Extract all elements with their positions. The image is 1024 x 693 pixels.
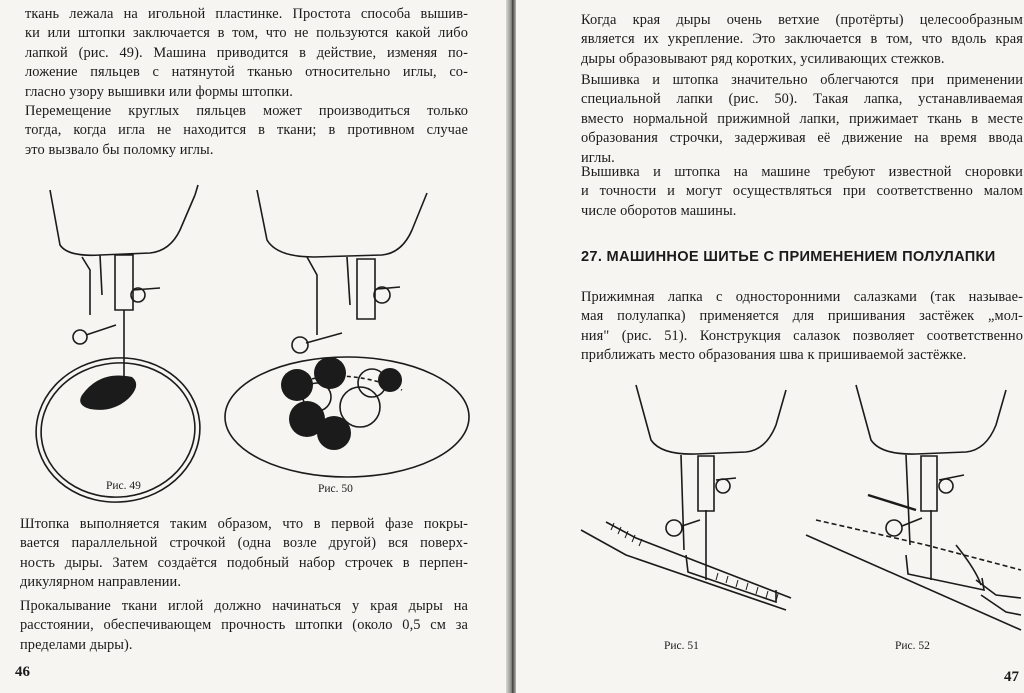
left-paragraph-1 bbox=[25, 5, 468, 102]
text-line: Вышивка и штопка на машине требуют известной сноровки bbox=[581, 164, 1023, 180]
text-line: Прижимная лапка с односторонними салазками (так называе- bbox=[581, 289, 1023, 305]
section-heading: 27. МАШИННОЕ ШИТЬЕ С ПРИМЕНЕНИЕМ ПОЛУЛАПКИ bbox=[581, 249, 996, 265]
right-paragraph-2 bbox=[581, 71, 1023, 168]
right-page bbox=[516, 0, 1024, 693]
right-paragraph-3 bbox=[581, 163, 1023, 221]
figure-49-illustration bbox=[20, 185, 230, 465]
text-line: ткань лежала на игольной пластинке. Простота способа вышив- bbox=[25, 6, 468, 22]
text-line: ность дыры. Затем создаётся подобный набор строчек в перпен- bbox=[20, 554, 468, 571]
figure-50-caption: Рис. 50 bbox=[318, 483, 353, 495]
left-paragraph-2 bbox=[25, 102, 468, 160]
page-number-right: 47 bbox=[1004, 669, 1019, 685]
figure-51-caption: Рис. 51 bbox=[664, 640, 699, 652]
text-line: ки или штопки заключается в том, что не пользуются какой либо bbox=[25, 25, 468, 42]
text-line: дикулярном направлении. bbox=[20, 574, 182, 591]
text-line: приближать место образования шва к пришиваемой застёжке. bbox=[581, 347, 967, 364]
text-line: ложение пяльцев с натянутой тканью относительно иглы, со- bbox=[25, 64, 468, 81]
text-line: Штопка выполняется таким образом, что в первой фазе покры- bbox=[20, 516, 468, 532]
text-line: мая полулапка) применяется для пришивания застёжек „мол- bbox=[581, 308, 1023, 325]
text-line: это вызвало бы поломку иглы. bbox=[25, 141, 214, 158]
text-line: Когда края дыры очень ветхие (протёрты) целесообразным bbox=[581, 12, 1023, 28]
figure-50-illustration bbox=[222, 185, 472, 475]
text-line: лапкой (рис. 49). Машина приводится в действие, изменяя по- bbox=[25, 44, 468, 61]
page-number-left: 46 bbox=[15, 664, 30, 680]
text-line: Вышивка и штопка значительно облегчаются при применении bbox=[581, 72, 1023, 88]
text-line: является их укрепление. Это заключается в том, что вдоль края bbox=[581, 31, 1023, 48]
text-line: Прокалывание ткани иглой должно начинаться у края дыры на bbox=[20, 598, 468, 614]
figure-52-caption: Рис. 52 bbox=[895, 640, 930, 652]
right-paragraph-4 bbox=[581, 288, 1023, 366]
text-line: числе оборотов машины. bbox=[581, 202, 737, 219]
text-line: специальной лапки (рис. 50). Такая лапка, устанавливаемая bbox=[581, 91, 1023, 108]
text-line: гласно узору вышивки или формы штопки. bbox=[25, 83, 293, 100]
figure-52-illustration bbox=[806, 380, 1024, 640]
right-paragraph-1 bbox=[581, 11, 1023, 69]
text-line: Перемещение круглых пяльцев может производиться только bbox=[25, 103, 468, 119]
text-line: расстоянии, обеспечивающем прочность штопки (около 0,5 см за bbox=[20, 617, 468, 634]
text-line: вается параллельной строчкой (одна возле другой) вся поверх- bbox=[20, 535, 468, 552]
text-line: иглы. bbox=[581, 149, 615, 166]
text-line: и точности и могут осуществляться при соответственно малом bbox=[581, 183, 1023, 200]
text-line: дыры образовывают ряд коротких, усиливающих стежков. bbox=[581, 50, 945, 67]
left-paragraph-3 bbox=[20, 515, 468, 593]
text-line: вместо нормальной прижимной лапки, прижимает ткань в месте bbox=[581, 110, 1023, 127]
figure-51-illustration bbox=[576, 380, 806, 630]
left-page bbox=[0, 0, 508, 693]
text-line: тогда, когда игла не находится в ткани; в противном случае bbox=[25, 122, 468, 139]
figure-49-caption: Рис. 49 bbox=[106, 480, 141, 492]
text-line: образования строчки, задерживая её движение на время ввода bbox=[581, 130, 1023, 147]
text-line: пределами дыры). bbox=[20, 636, 133, 653]
left-paragraph-4 bbox=[20, 597, 468, 655]
text-line: ния" (рис. 51). Конструкция салазок позволяет соответственно bbox=[581, 327, 1023, 344]
